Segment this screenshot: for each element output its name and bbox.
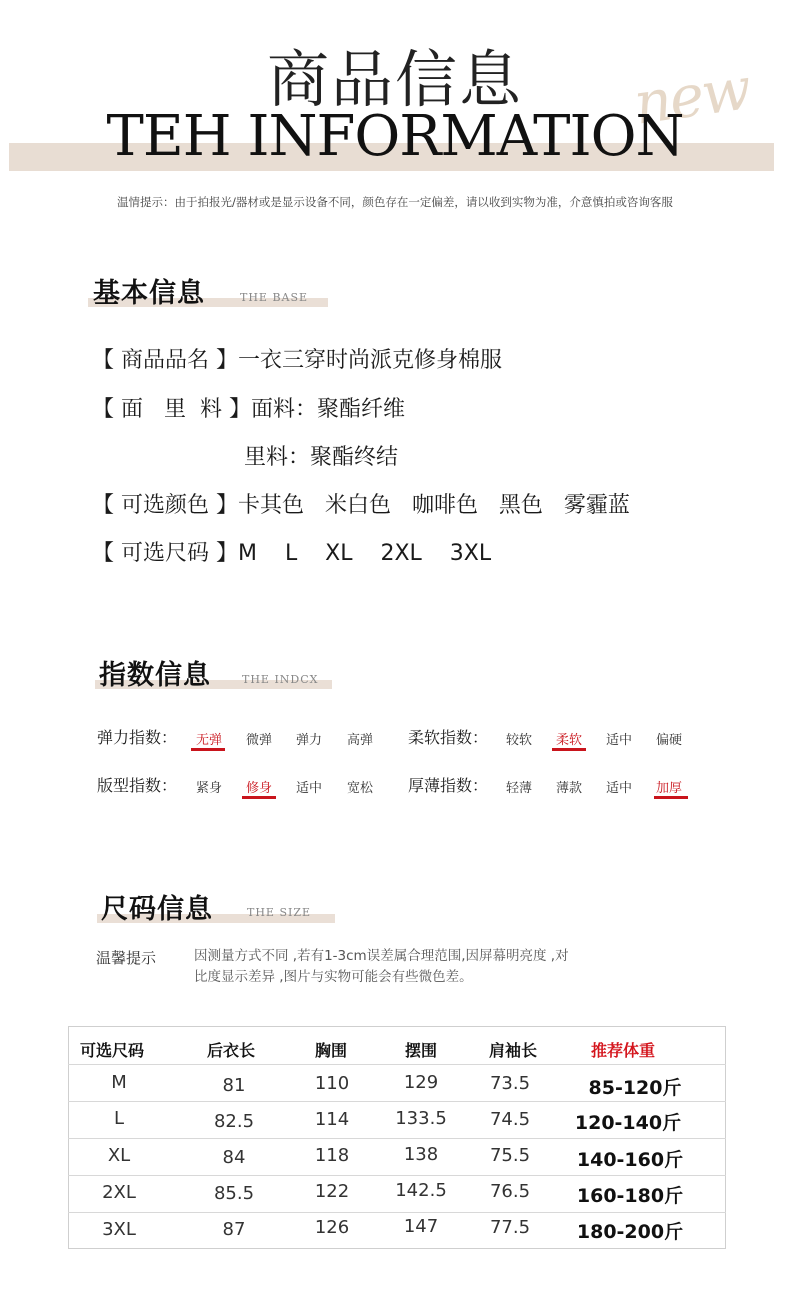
table-cell: 82.5 xyxy=(213,1111,255,1132)
color-tip: 温情提示：由于拍报光/器材或是显示设备不同，颜色存在一定偏差，请以收到实物为准，介意慎拍或咨询客服 xyxy=(117,195,673,209)
table-cell-weight: 120-140斤 xyxy=(574,1112,682,1134)
table-cell: 81 xyxy=(222,1075,246,1096)
section-title-index: 指数信息 xyxy=(99,660,211,691)
fit-option: 紧身 xyxy=(195,781,222,796)
section-title-size: 尺码信息 xyxy=(101,894,213,925)
size-note-label: 温馨提示 xyxy=(96,949,157,967)
size-note-line1: 因测量方式不同 ,若有1-3cm误差属合理范围,因屏幕明亮度 ,对 xyxy=(194,948,569,964)
page-title-en: TEH INFORMATION xyxy=(106,104,684,169)
elasticity-label: 弹力指数： xyxy=(97,728,178,747)
product-name-row: 【 商品品名 】一衣三穿时尚派克修身棉服 xyxy=(92,348,502,373)
table-header-shoulder-sleeve: 肩袖长 xyxy=(489,1041,538,1060)
table-cell: 77.5 xyxy=(489,1217,531,1238)
colors-row: 【 可选颜色 】卡其色 米白色 咖啡色 黑色 雾霾蓝 xyxy=(92,493,630,518)
table-cell: 114 xyxy=(314,1109,350,1130)
table-cell-weight: 140-160斤 xyxy=(576,1149,684,1171)
table-cell: 126 xyxy=(314,1217,350,1238)
table-cell: 147 xyxy=(403,1216,439,1237)
table-divider xyxy=(68,1101,726,1102)
table-divider xyxy=(68,1138,726,1139)
elasticity-option: 高弹 xyxy=(346,733,373,748)
table-header-length: 后衣长 xyxy=(207,1041,256,1060)
table-header-weight: 推荐体重 xyxy=(591,1041,656,1060)
softness-label: 柔软指数： xyxy=(408,728,489,747)
table-cell: 87 xyxy=(222,1219,246,1240)
table-header-hem: 摆围 xyxy=(405,1041,438,1060)
table-divider xyxy=(68,1175,726,1176)
table-cell: 129 xyxy=(403,1072,439,1093)
section-subtitle-index: THE INDCX xyxy=(242,673,319,686)
section-subtitle-basic: THE BASE xyxy=(240,291,309,304)
table-cell: 85.5 xyxy=(213,1183,255,1204)
softness-option: 适中 xyxy=(605,733,632,748)
thickness-option-selected: 加厚 xyxy=(655,781,682,796)
sizes-row: 【 可选尺码 】M L XL 2XL 3XL xyxy=(92,541,492,566)
thickness-label: 厚薄指数： xyxy=(408,776,489,795)
fit-option: 适中 xyxy=(295,781,322,796)
section-title-basic: 基本信息 xyxy=(93,278,205,309)
softness-underline xyxy=(552,748,586,751)
table-header-chest: 胸围 xyxy=(315,1041,348,1060)
fabric-row: 【 面 里 料 】面料：聚酯纤维 xyxy=(92,397,405,422)
table-cell-weight: 85-120斤 xyxy=(588,1077,682,1099)
decorative-script-new: new xyxy=(629,54,754,138)
fit-option: 宽松 xyxy=(346,781,373,796)
size-note-line2: 比度显示差异 ,图片与实物可能会有些微色差。 xyxy=(194,969,473,985)
elasticity-option-selected: 无弹 xyxy=(195,733,222,748)
table-cell: 133.5 xyxy=(395,1108,447,1129)
table-cell: 110 xyxy=(314,1073,350,1094)
thickness-option: 薄款 xyxy=(555,781,582,796)
elasticity-option: 弹力 xyxy=(295,733,322,748)
fit-underline xyxy=(242,796,276,799)
table-cell: 84 xyxy=(222,1147,246,1168)
table-cell-size: XL xyxy=(107,1145,131,1166)
table-header-size: 可选尺码 xyxy=(80,1041,145,1060)
thickness-underline xyxy=(654,796,688,799)
lining-row: 里料：聚酯终结 xyxy=(244,445,399,470)
table-cell-size: M xyxy=(111,1072,127,1093)
table-cell: 142.5 xyxy=(395,1180,447,1201)
table-divider xyxy=(68,1064,726,1065)
thickness-option: 适中 xyxy=(605,781,632,796)
table-cell-size: L xyxy=(113,1108,125,1129)
table-cell: 118 xyxy=(314,1145,350,1166)
elasticity-option: 微弹 xyxy=(245,733,272,748)
table-cell: 73.5 xyxy=(489,1073,531,1094)
elasticity-underline xyxy=(191,748,225,751)
table-cell: 75.5 xyxy=(489,1145,531,1166)
softness-option: 偏硬 xyxy=(655,733,682,748)
table-cell-weight: 160-180斤 xyxy=(576,1185,684,1207)
table-cell: 74.5 xyxy=(489,1109,531,1130)
thickness-option: 轻薄 xyxy=(505,781,532,796)
softness-option-selected: 柔软 xyxy=(555,733,582,748)
table-cell-weight: 180-200斤 xyxy=(576,1221,684,1243)
section-subtitle-size: THE SIZE xyxy=(247,906,312,919)
softness-option: 较软 xyxy=(505,733,532,748)
table-cell: 76.5 xyxy=(489,1181,531,1202)
table-cell-size: 3XL xyxy=(102,1219,136,1240)
fit-option-selected: 修身 xyxy=(245,781,272,796)
table-cell-size: 2XL xyxy=(102,1182,136,1203)
fit-label: 版型指数： xyxy=(97,776,178,795)
page-title-cn: 商品信息 xyxy=(266,43,523,116)
table-cell: 138 xyxy=(403,1144,439,1165)
table-cell: 122 xyxy=(314,1181,350,1202)
table-divider xyxy=(68,1212,726,1213)
